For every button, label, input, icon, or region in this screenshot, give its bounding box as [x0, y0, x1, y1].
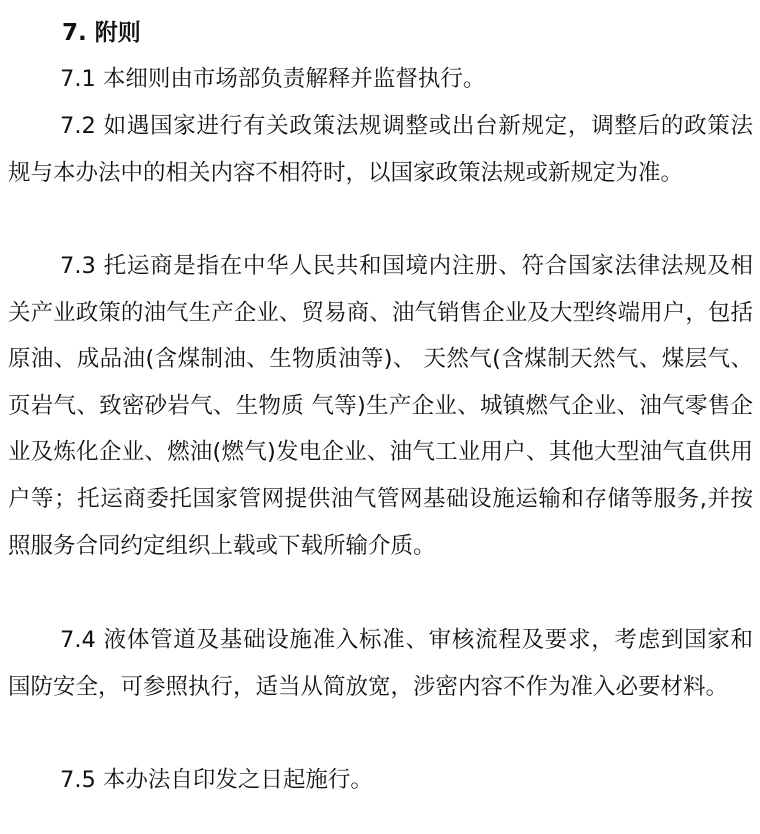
- clause-7-1: 7.1 本细则由市场部负责解释并监督执行。: [60, 66, 486, 92]
- clause-7-4: 7.4 液体管道及基础设施准入标准、审核流程及要求，考虑到国家和国防安全，可参照执行，适当从简放宽，涉密内容不作为准入必要材料。: [8, 627, 753, 700]
- section-heading: 7. 附则: [62, 20, 141, 46]
- clause-7-3: 7.3 托运商是指在中华人民共和国境内注册、符合国家法律法规及相关产业政策的油气生产企业、贸易商、油气销售企业及大型终端用户，包括原油、成品油(含煤制油、生物质油等)、 天然气(含煤制天然气、煤层气、页岩气、致密砂岩气、生物质 气等)生产企业、城镇燃气企业、油气零售企业及炼化企业、燃油(燃气)发电企业、油气工业用户、其他大型油气直供用户等；托运商委托国家管网提供油气管网基础设施运输和存储等服务,并按照服务合同约定组织上载或下载所输介质。: [8, 253, 753, 559]
- clause-7-2: 7.2 如遇国家进行有关政策法规调整或出台新规定，调整后的政策法规与本办法中的相关内容不相符时，以国家政策法规或新规定为准。: [8, 113, 753, 186]
- clause-7-5: 7.5 本办法自印发之日起施行。: [60, 767, 373, 793]
